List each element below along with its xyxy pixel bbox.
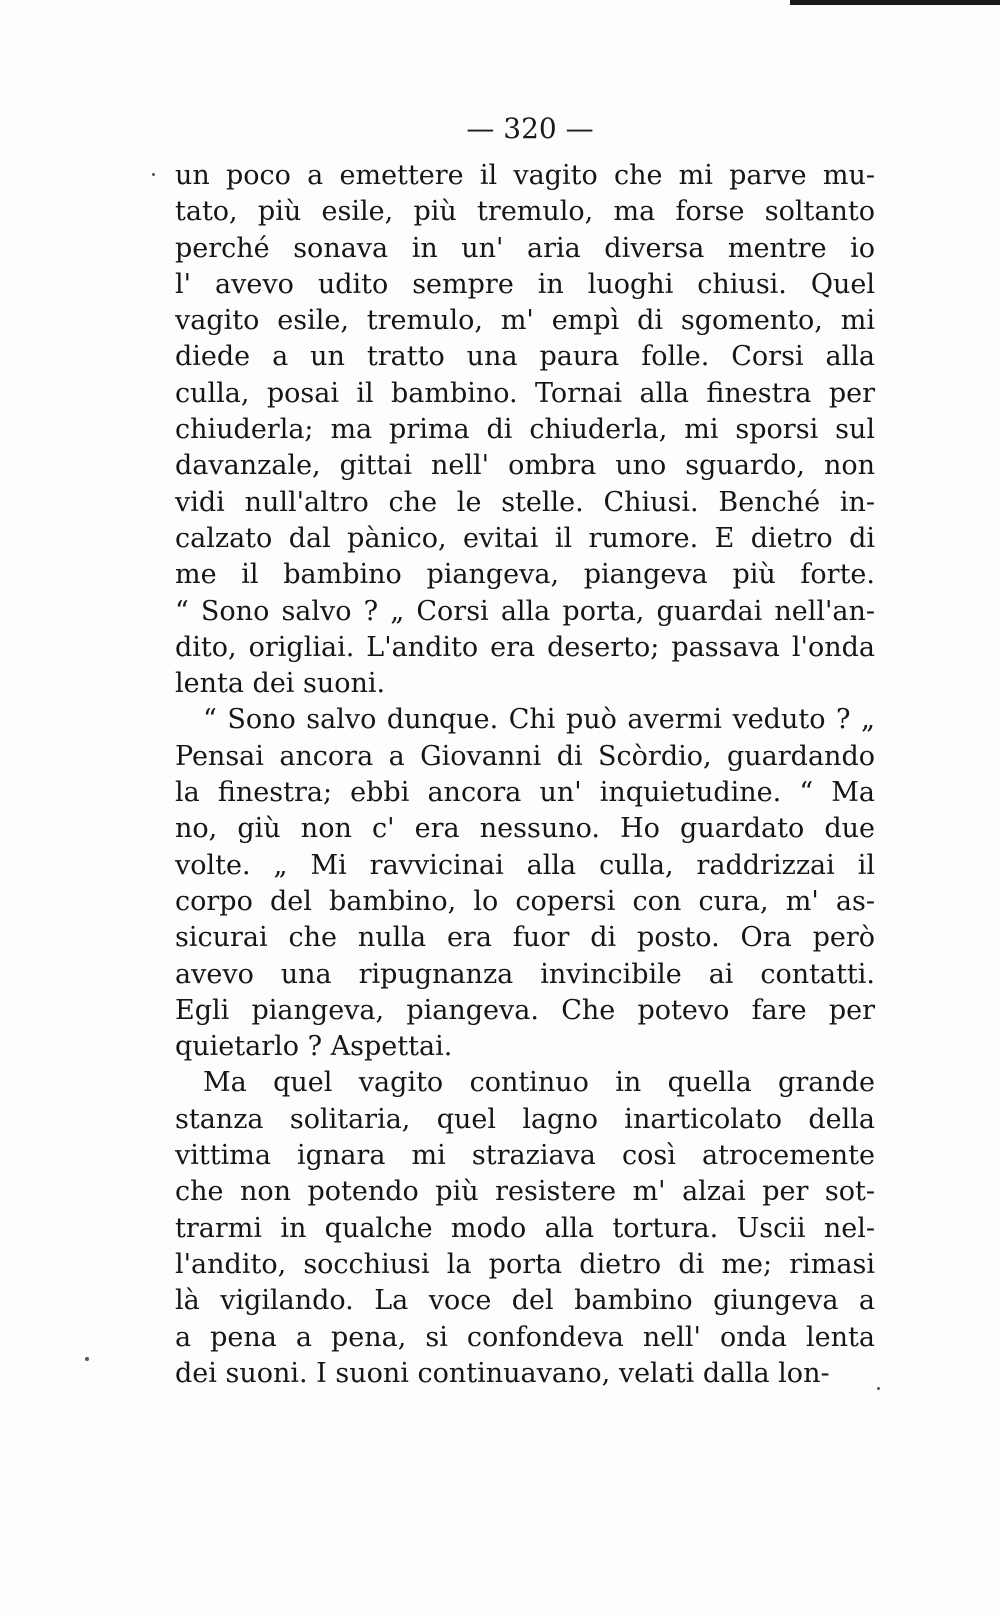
- text-line: vittima ignara mi straziava così atrocemente: [175, 1140, 875, 1172]
- text-line: là vigilando. La voce del bambino giungeva a: [175, 1285, 875, 1317]
- text-line: vidi null'altro che le stelle. Chiusi. Benché in-: [175, 486, 875, 518]
- text-line: “ Sono salvo dunque. Chi può avermi veduto ? „: [203, 704, 875, 736]
- text-line: perché sonava in un' aria diversa mentre io: [175, 232, 875, 264]
- text-line: dito, origliai. L'andito era deserto; passava l'onda: [175, 631, 875, 663]
- text-line: dei suoni. I suoni continuavano, velati dalla lon-: [175, 1357, 830, 1389]
- body-text: [175, 158, 875, 1392]
- text-line: la finestra; ebbi ancora un' inquietudine. “ Ma: [175, 777, 875, 809]
- text-line: quietarlo ? Aspettai.: [175, 1031, 453, 1063]
- page-number: — 320 —: [466, 112, 594, 145]
- text-line: “ Sono salvo ? „ Corsi alla porta, guardai nell'an-: [175, 595, 875, 627]
- text-line: volte. „ Mi ravvicinai alla culla, raddrizzai il: [175, 849, 875, 881]
- paragraph: [175, 158, 875, 702]
- text-line: culla, posai il bambino. Tornai alla finestra per: [175, 377, 875, 409]
- text-line: l' avevo udito sempre in luoghi chiusi. Quel: [175, 268, 875, 300]
- text-line: davanzale, gittai nell' ombra uno sguardo, non: [175, 450, 875, 482]
- text-line: me il bambino piangeva, piangeva più forte.: [175, 559, 875, 591]
- page-edge-mark: [790, 0, 1000, 5]
- text-line: a pena a pena, si confondeva nell' onda lenta: [175, 1321, 875, 1353]
- text-line: avevo una ripugnanza invincibile ai contatti.: [175, 958, 875, 990]
- text-line: stanza solitaria, quel lagno inarticolato della: [175, 1103, 875, 1135]
- text-line: no, giù non c' era nessuno. Ho guardato due: [175, 813, 875, 845]
- paper-speck: [85, 1357, 89, 1361]
- text-line: l'andito, socchiusi la porta dietro di me; rimasi: [175, 1248, 875, 1280]
- text-line: Egli piangeva, piangeva. Che potevo fare per: [175, 994, 875, 1026]
- text-line: diede a un tratto una paura folle. Corsi alla: [175, 341, 875, 373]
- text-line: sicurai che nulla era fuor di posto. Ora però: [175, 922, 875, 954]
- text-line: Ma quel vagito continuo in quella grande: [203, 1067, 875, 1099]
- text-line: chiuderla; ma prima di chiuderla, mi sporsi sul: [175, 414, 875, 446]
- paper-speck: [152, 173, 155, 176]
- paper-speck: [877, 1387, 880, 1390]
- text-line: che non potendo più resistere m' alzai per sot-: [175, 1176, 875, 1208]
- text-line: corpo del bambino, lo copersi con cura, m' as-: [175, 885, 875, 917]
- paragraph: [175, 702, 875, 1065]
- text-line: lenta dei suoni.: [175, 668, 386, 700]
- text-line: trarmi in qualche modo alla tortura. Uscii nel-: [175, 1212, 875, 1244]
- paragraph: [175, 1065, 875, 1392]
- text-line: tato, più esile, più tremulo, ma forse soltanto: [175, 196, 875, 228]
- text-line: un poco a emettere il vagito che mi parve mu-: [175, 160, 875, 191]
- text-line: calzato dal pànico, evitai il rumore. E dietro di: [175, 522, 875, 554]
- text-line: vagito esile, tremulo, m' empì di sgomento, mi: [175, 305, 875, 337]
- text-line: Pensai ancora a Giovanni di Scòrdio, guardando: [175, 740, 875, 772]
